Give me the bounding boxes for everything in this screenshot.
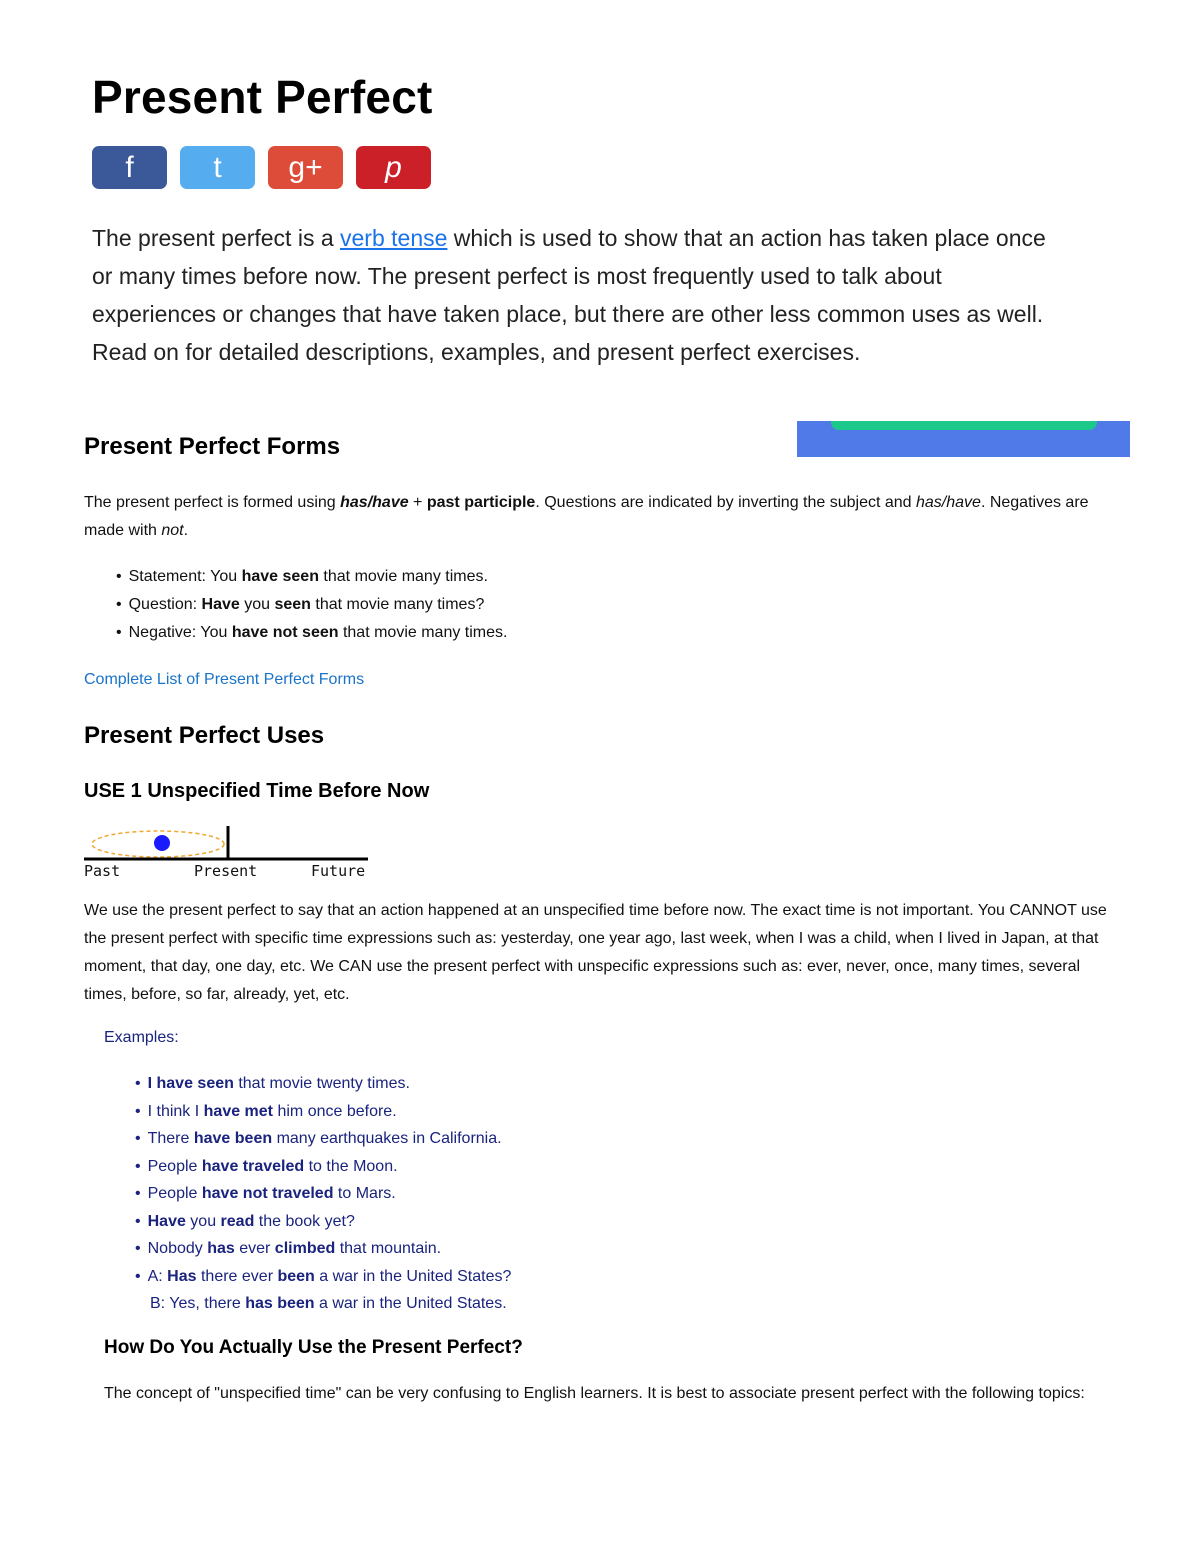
timeline-future-label: Future	[311, 862, 366, 880]
how-description: The concept of "unspecified time" can be very confusing to English learners. It is best to associate present perfect with the following topics:	[104, 1385, 1085, 1402]
forms-list	[116, 563, 507, 647]
pinterest-share-button[interactable]: p	[356, 146, 431, 189]
googleplus-share-button[interactable]: g+	[268, 146, 343, 189]
examples-label: Examples:	[104, 1029, 179, 1046]
list-item: • People have traveled to the Moon.	[135, 1153, 511, 1181]
list-item: • I have seen that movie twenty times.	[135, 1070, 511, 1098]
page-title: Present Perfect	[92, 71, 433, 123]
ad-button-shape[interactable]	[831, 421, 1097, 430]
list-item: • There have been many earthquakes in California.	[135, 1125, 511, 1153]
list-item: • Statement: You have seen that movie many times.	[116, 563, 507, 591]
how-heading: How Do You Actually Use the Present Perfect?	[104, 1337, 523, 1358]
ad-banner[interactable]	[797, 421, 1130, 457]
list-item: • A: Has there ever been a war in the United States? B: Yes, there has been a war in the United States.	[135, 1263, 511, 1318]
forms-heading: Present Perfect Forms	[84, 433, 341, 460]
intro-text-start: The present perfect is a	[92, 225, 341, 251]
list-item: • Have you read the book yet?	[135, 1208, 511, 1236]
action-dot	[154, 835, 170, 851]
uses-heading: Present Perfect Uses	[84, 722, 325, 749]
desc-text: . Negatives are made with	[84, 494, 1089, 539]
examples-list	[135, 1070, 511, 1318]
list-item: • Question: Have you seen that movie many times?	[116, 591, 507, 619]
share-buttons	[92, 146, 431, 189]
desc-not: not	[161, 522, 184, 539]
desc-has-have-italic: has/have	[916, 494, 981, 511]
facebook-share-button[interactable]: f	[92, 146, 167, 189]
use1-heading: USE 1 Unspecified Time Before Now	[84, 780, 430, 802]
twitter-share-button[interactable]: t	[180, 146, 255, 189]
forms-description	[84, 489, 1094, 545]
desc-text: . Questions are indicated by inverting the subject and	[535, 494, 916, 511]
desc-text: The present perfect is formed using	[84, 494, 341, 511]
list-item: • Nobody has ever climbed that mountain.	[135, 1235, 511, 1263]
timeline-past-label: Past	[84, 862, 121, 880]
use1-description: We use the present perfect to say that an action happened at an unspecified time before now. The exact time is not important. You CANNOT use the present perfect with specific time expressions such as: yesterday, one year ago, last week, when I was a child, when I lived in Japan, at that moment, that day, one day, etc. We CAN use the present perfect with unspecific expressions such as: ever, never, once, many times, several times, before, so far, already, yet, etc.	[84, 902, 1107, 1003]
timeline-graphic	[84, 826, 374, 866]
list-item: • I think I have met him once before.	[135, 1098, 511, 1126]
desc-has-have: has/have	[340, 494, 409, 511]
complete-forms-link[interactable]: Complete List of Present Perfect Forms	[84, 671, 365, 688]
dialogue-answer: B: Yes, there has been a war in the United States.	[150, 1295, 507, 1312]
desc-text: .	[183, 522, 189, 539]
timeline-present-label: Present	[194, 862, 258, 880]
list-item: • People have not traveled to Mars.	[135, 1180, 511, 1208]
list-item: • Negative: You have not seen that movie many times.	[116, 619, 507, 647]
intro-paragraph	[92, 219, 1052, 371]
desc-text: +	[408, 494, 427, 511]
desc-past-participle: past participle	[426, 494, 536, 511]
verb-tense-link[interactable]: verb tense	[340, 225, 448, 251]
intro-text-end: which is used to show that an action has taken place once or many times before now. The present perfect is most frequently used to talk about experiences or changes that have taken place, but there are other less common uses as well. Read on for detailed descriptions, examples, and present perfect exercises.	[92, 225, 1046, 365]
timeline-diagram	[84, 826, 374, 886]
